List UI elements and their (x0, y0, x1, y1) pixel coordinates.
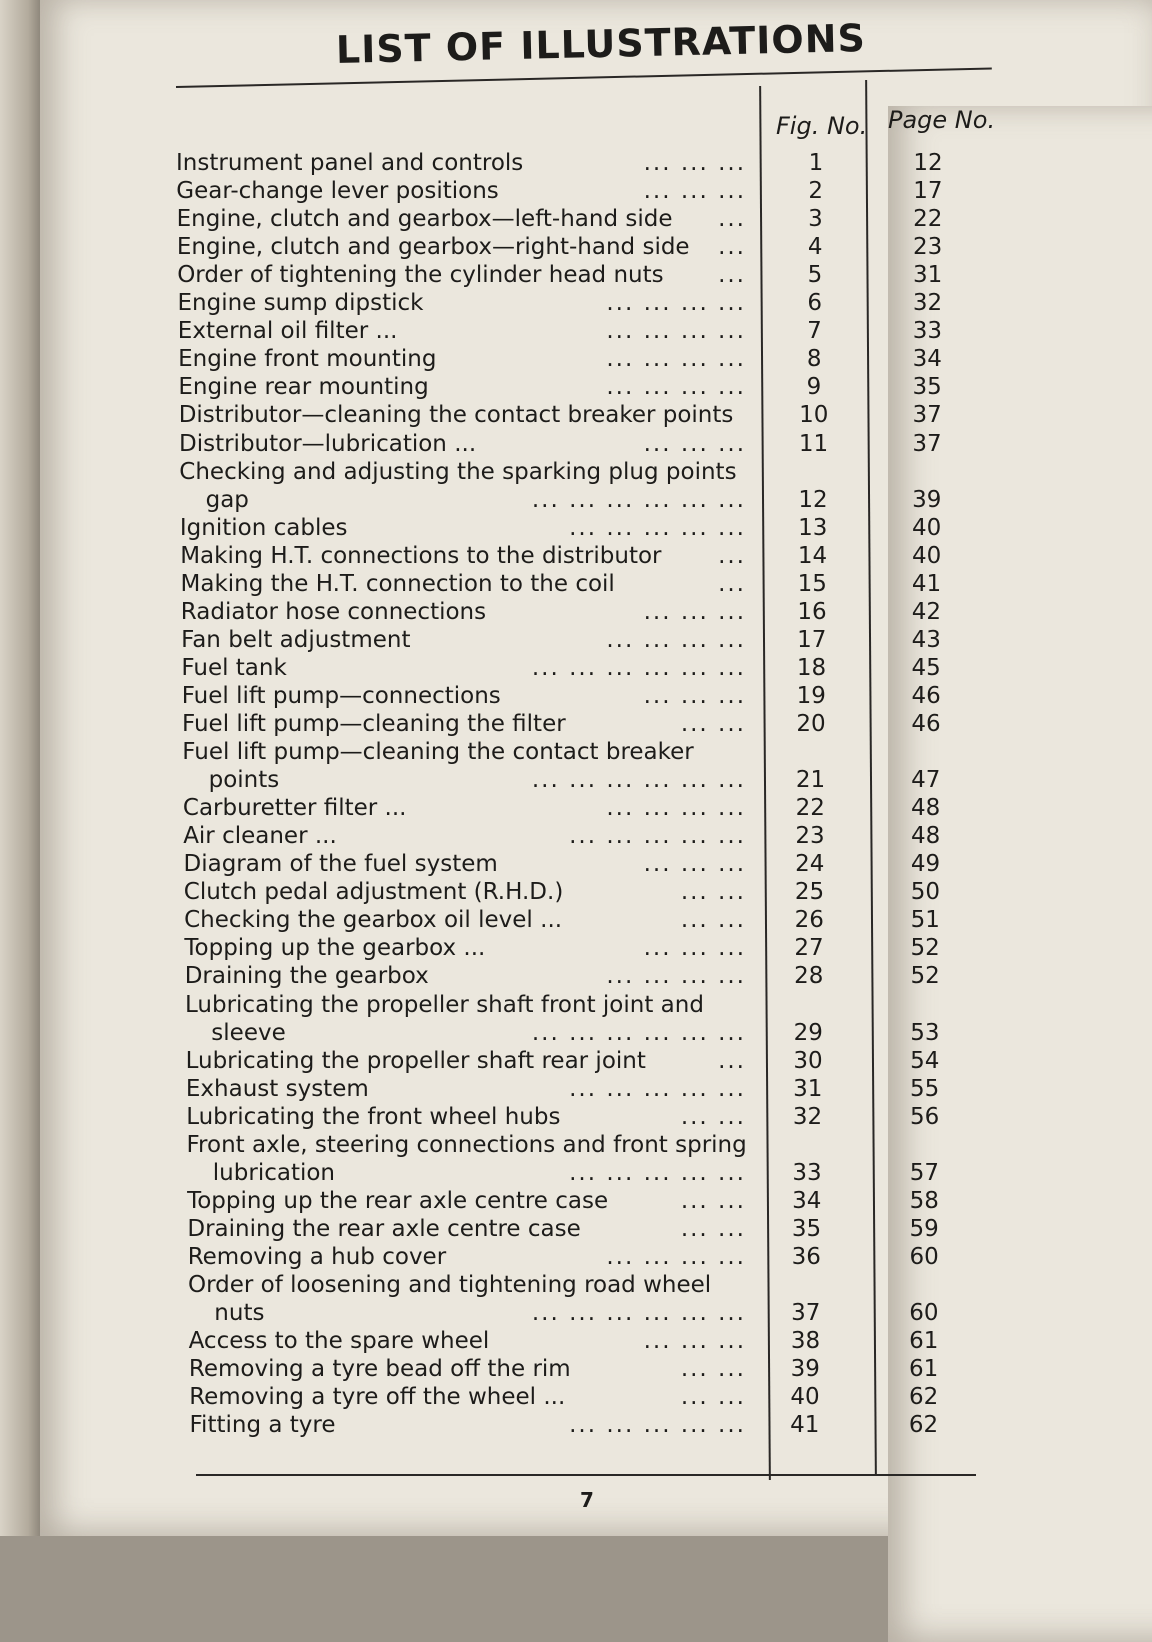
illustration-title: Lubricating the propeller shaft front joint and (185, 991, 704, 1018)
illustration-title: Access to the spare wheel (188, 1328, 490, 1355)
list-item (40, 206, 1152, 234)
leader-dots: ... ... ... (643, 935, 746, 962)
list-item (40, 150, 1152, 178)
list-item (40, 178, 1152, 206)
list-item (40, 767, 1152, 795)
illustration-title: Radiator hose connections (180, 598, 487, 625)
illustration-title: Order of tightening the cylinder head nuts (177, 262, 664, 289)
page-number-cell: 22 (913, 206, 943, 233)
fig-number: 30 (793, 1047, 823, 1074)
fig-number: 22 (795, 795, 825, 822)
list-item (40, 1412, 1152, 1440)
fig-number: 11 (798, 430, 829, 457)
page-number-cell: 53 (910, 1019, 940, 1046)
page-number-cell: 58 (909, 1187, 939, 1214)
leader-dots: ... ... ... ... (606, 626, 746, 653)
fig-number: 21 (795, 767, 826, 794)
leader-dots: ... ... ... ... ... (569, 1412, 746, 1439)
page-number-cell: 47 (911, 767, 941, 794)
page-number-cell: 48 (910, 823, 941, 850)
leader-dots: ... ... ... (643, 430, 746, 457)
fig-number: 37 (791, 1300, 821, 1327)
list-item (40, 1244, 1152, 1272)
leader-dots: ... ... ... ... (606, 290, 746, 317)
fig-number: 4 (807, 234, 823, 261)
illustration-title: Draining the gearbox (184, 963, 429, 990)
leader-dots: ... ... ... ... (606, 318, 746, 345)
document-page (40, 0, 1152, 1536)
illustration-title: Topping up the gearbox ... (184, 935, 486, 962)
fig-number: 3 (808, 206, 823, 233)
page-number-cell: 40 (911, 542, 942, 569)
illustration-title: Carburetter filter ... (182, 795, 407, 822)
leader-dots: ... ... ... ... ... (569, 514, 746, 541)
fig-number: 8 (806, 346, 822, 373)
illustration-title: Instrument panel and controls (176, 150, 524, 176)
list-item (40, 1048, 1152, 1076)
illustration-title: Topping up the rear axle centre case (187, 1187, 609, 1214)
page-number-cell: 54 (910, 1047, 940, 1074)
illustration-title: Engine front mounting (178, 346, 437, 373)
page-number-cell: 46 (911, 682, 941, 709)
list-item (40, 599, 1152, 627)
leader-dots: ... (718, 234, 746, 261)
fig-number: 12 (798, 486, 828, 513)
illustration-title: Removing a tyre off the wheel ... (189, 1384, 566, 1411)
illustration-title: Checking the gearbox oil level ... (184, 907, 563, 934)
fig-number: 36 (791, 1243, 821, 1270)
leader-dots: ... ... ... ... (606, 346, 746, 373)
page-number-cell: 31 (912, 262, 943, 289)
fig-number: 38 (790, 1328, 821, 1355)
illustration-title: gap (205, 486, 249, 513)
illustration-title: Removing a tyre bead off the rim (188, 1356, 571, 1383)
illustration-title: Checking and adjusting the sparking plug points (179, 458, 737, 485)
fig-number: 32 (792, 1103, 823, 1130)
list-item (40, 374, 1152, 402)
illustration-title: Engine sump dipstick (177, 290, 424, 317)
fig-number: 2 (808, 178, 824, 205)
illustration-title: Clutch pedal adjustment (R.H.D.) (183, 879, 564, 906)
illustration-title: Front axle, steering connections and front spring (186, 1131, 747, 1158)
list-item (40, 234, 1152, 262)
fig-number: 6 (807, 290, 823, 317)
list-item (40, 318, 1152, 346)
illustration-title: Draining the rear axle centre case (187, 1215, 581, 1242)
list-item (40, 1160, 1152, 1188)
binding-shadow (0, 0, 40, 1536)
leader-dots: ... ... ... ... ... ... (531, 1300, 746, 1327)
page-number-cell: 23 (913, 234, 943, 261)
list-item (40, 290, 1152, 318)
leader-dots: ... ... (680, 1215, 746, 1242)
illustration-title: Fuel lift pump—cleaning the contact breaker (182, 739, 694, 766)
leader-dots: ... ... ... ... ... (569, 823, 746, 850)
page-number-cell: 41 (911, 570, 942, 597)
list-item (40, 795, 1152, 823)
list-item (40, 571, 1152, 599)
leader-dots: ... ... (680, 1103, 746, 1130)
leader-dots: ... ... (680, 879, 746, 906)
illustration-title: Ignition cables (179, 514, 348, 541)
fig-number: 40 (790, 1384, 820, 1411)
page-number-cell: 61 (909, 1328, 939, 1355)
fig-number: 10 (799, 402, 829, 429)
list-item (40, 1356, 1152, 1384)
page-number-cell: 35 (912, 374, 942, 401)
list-item (40, 879, 1152, 907)
bottom-rule (196, 1474, 976, 1476)
leader-dots: ... ... (680, 1187, 746, 1214)
page-number-cell: 37 (912, 430, 942, 457)
list-item (40, 1328, 1152, 1356)
leader-dots: ... ... ... ... ... (569, 1159, 746, 1186)
list-item (40, 1216, 1152, 1244)
illustration-title: Removing a hub cover (187, 1243, 447, 1270)
illustration-title: nuts (214, 1300, 265, 1327)
leader-dots: ... (718, 570, 746, 597)
fig-no-header: Fig. No. (776, 112, 868, 140)
leader-dots: ... (718, 206, 746, 233)
list-item (40, 711, 1152, 739)
page-number-cell: 40 (912, 514, 942, 541)
page-number-cell: 49 (910, 851, 941, 878)
fig-number: 26 (794, 907, 824, 934)
fig-number: 31 (793, 1075, 823, 1102)
leader-dots: ... ... ... (643, 1328, 746, 1355)
illustration-title: Making H.T. connections to the distributor (180, 542, 662, 569)
page-number-cell: 55 (910, 1075, 940, 1102)
illustration-title: External oil filter ... (177, 318, 398, 345)
fig-number: 27 (794, 935, 824, 962)
fig-number: 28 (794, 963, 824, 990)
leader-dots: ... ... ... ... (606, 963, 746, 990)
page-number: 7 (580, 1488, 594, 1512)
list-item (40, 823, 1152, 851)
page-number-cell: 37 (912, 402, 942, 429)
leader-dots: ... ... ... (643, 851, 746, 878)
list-item (40, 543, 1152, 571)
list-item (40, 262, 1152, 290)
page-number-cell: 52 (910, 963, 940, 990)
leader-dots: ... ... ... ... (606, 795, 746, 822)
list-item (40, 851, 1152, 879)
list-item (40, 627, 1152, 655)
list-item (40, 1020, 1152, 1048)
fig-number: 23 (795, 823, 825, 850)
list-item (40, 1188, 1152, 1216)
page-number-cell: 62 (908, 1412, 939, 1439)
list-item (40, 431, 1152, 459)
page-number-cell: 61 (909, 1356, 939, 1383)
leader-dots: ... ... (680, 711, 746, 737)
illustration-title: Engine, clutch and gearbox—right-hand side (176, 234, 690, 261)
leader-dots: ... ... (680, 907, 746, 934)
illustration-title: Fuel tank (181, 654, 287, 681)
illustration-title: lubrication (212, 1159, 336, 1186)
list-item (40, 1132, 1152, 1160)
page-number-cell: 60 (909, 1243, 939, 1270)
page-number-cell: 32 (912, 290, 943, 317)
fig-number: 1 (808, 150, 824, 176)
list-item (40, 346, 1152, 374)
page-number-cell: 17 (913, 178, 943, 205)
leader-dots: ... (718, 262, 746, 289)
page-number-cell: 48 (911, 795, 941, 822)
illustration-title: Fuel lift pump—connections (181, 682, 501, 709)
list-item (40, 1300, 1152, 1328)
leader-dots: ... ... ... ... ... ... (531, 767, 746, 794)
page-number-cell: 56 (909, 1103, 940, 1130)
list-item (40, 1272, 1152, 1300)
leader-dots: ... ... ... (643, 682, 746, 709)
illustration-title: sleeve (211, 1019, 286, 1046)
fig-number: 33 (792, 1159, 822, 1186)
page-number-cell: 52 (910, 935, 940, 962)
leader-dots: ... ... (680, 1356, 746, 1383)
fig-number: 25 (794, 879, 825, 906)
illustration-title: Exhaust system (185, 1075, 369, 1102)
leader-dots: ... ... ... (643, 178, 746, 205)
page-number-cell: 59 (909, 1215, 939, 1242)
leader-dots: ... (718, 1047, 746, 1074)
fig-number: 13 (798, 514, 828, 541)
page-number-cell: 57 (909, 1159, 940, 1186)
fig-number: 5 (807, 262, 823, 289)
fig-number: 24 (795, 851, 825, 878)
page-number-cell: 34 (912, 346, 942, 373)
list-item (40, 1384, 1152, 1412)
leader-dots: ... ... ... ... ... ... (531, 486, 746, 513)
illustration-title: Gear-change lever positions (176, 178, 499, 205)
fig-number: 14 (797, 542, 828, 569)
illustration-title: Air cleaner ... (183, 823, 337, 850)
illustrations-list (40, 0, 1152, 1536)
illustration-title: points (208, 767, 280, 794)
fig-number: 29 (793, 1019, 823, 1046)
list-item (40, 1076, 1152, 1104)
list-item (40, 907, 1152, 935)
fig-number: 7 (807, 318, 822, 345)
fig-number: 41 (790, 1412, 820, 1439)
page-number-cell: 45 (911, 654, 941, 681)
fig-number: 9 (806, 374, 822, 401)
illustration-title: Lubricating the front wheel hubs (186, 1103, 561, 1130)
fig-number: 34 (792, 1187, 822, 1214)
leader-dots: ... ... ... (643, 598, 746, 625)
page-number-cell: 60 (909, 1300, 939, 1327)
list-item (40, 515, 1152, 543)
illustration-title: Fuel lift pump—cleaning the filter (182, 711, 566, 737)
illustration-title: Engine rear mounting (178, 374, 429, 401)
page-number-cell: 62 (908, 1384, 939, 1411)
list-item (40, 935, 1152, 963)
illustration-title: Distributor—lubrication ... (179, 430, 477, 457)
page-number-cell: 51 (910, 907, 940, 934)
fig-number: 17 (797, 626, 827, 653)
fig-number: 35 (791, 1215, 822, 1242)
leader-dots: ... ... (680, 1384, 746, 1411)
list-item (40, 487, 1152, 515)
leader-dots: ... ... ... ... ... (569, 1075, 746, 1102)
illustration-title: Distributor—cleaning the contact breaker points (178, 402, 734, 429)
illustration-title: Engine, clutch and gearbox—left-hand side (176, 206, 673, 233)
page-number-cell: 43 (911, 626, 941, 653)
page-number-cell: 50 (910, 879, 941, 906)
page-number-cell: 42 (911, 598, 942, 625)
leader-dots: ... ... ... (643, 150, 746, 176)
page-number-cell: 46 (911, 711, 941, 737)
leader-dots: ... ... ... ... (606, 374, 746, 401)
fig-number: 19 (796, 682, 826, 709)
fig-number: 15 (797, 570, 827, 597)
page-number-cell: 12 (913, 150, 943, 176)
leader-dots: ... ... ... ... ... ... (531, 654, 746, 681)
page-no-header: Page No. (888, 106, 1152, 1642)
page-number-cell: 33 (912, 318, 943, 345)
list-item (40, 459, 1152, 487)
leader-dots: ... ... ... ... ... ... (531, 1019, 746, 1046)
leader-dots: ... ... ... ... (606, 1243, 746, 1270)
list-item (40, 1104, 1152, 1132)
illustration-title: Fan belt adjustment (181, 626, 411, 653)
list-item (40, 402, 1152, 430)
illustration-title: Lubricating the propeller shaft rear joint (185, 1047, 646, 1074)
fig-number: 16 (797, 598, 827, 625)
page-title: LIST OF ILLUSTRATIONS (335, 15, 867, 72)
list-item (40, 963, 1152, 991)
illustration-title: Diagram of the fuel system (183, 851, 498, 878)
leader-dots: ... (718, 542, 746, 569)
fig-number: 18 (796, 654, 827, 681)
list-item (40, 683, 1152, 711)
illustration-title: Fitting a tyre (189, 1412, 336, 1439)
page-number-cell: 39 (912, 486, 942, 513)
fig-number: 20 (796, 711, 826, 737)
list-item (40, 739, 1152, 767)
illustration-title: Order of loosening and tightening road wheel (188, 1272, 712, 1298)
illustration-title: Making the H.T. connection to the coil (180, 570, 615, 597)
list-item (40, 992, 1152, 1020)
fig-number: 39 (790, 1356, 820, 1383)
list-item (40, 655, 1152, 683)
